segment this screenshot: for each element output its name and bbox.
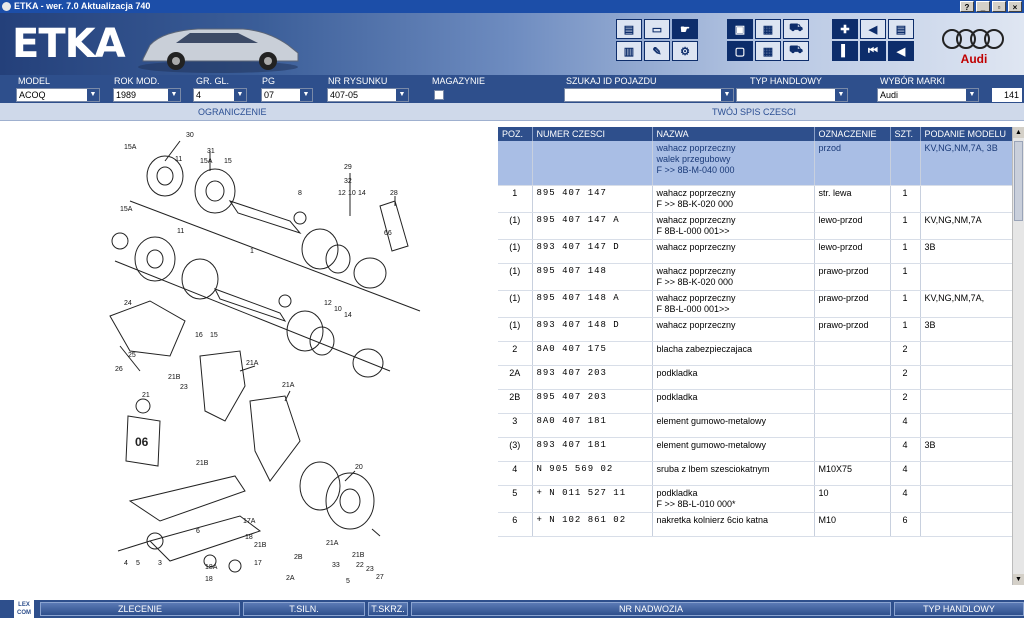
label-model: MODEL: [18, 76, 51, 86]
cell-oznaczenie: [814, 341, 890, 365]
cell-oznaczenie: M10X75: [814, 461, 890, 485]
cell-part-number: 8A0 407 175: [532, 341, 652, 365]
name-line: wahacz poprzeczny: [656, 265, 736, 276]
callout-11[interactable]: 11: [175, 156, 183, 163]
cell-oznaczenie: [814, 413, 890, 437]
cell-poz: 5: [498, 485, 532, 512]
callout-6[interactable]: 6: [196, 528, 200, 535]
callout-14[interactable]: 14: [358, 190, 366, 197]
scroll-thumb[interactable]: [1014, 141, 1023, 221]
page-back-icon[interactable]: ◀: [860, 19, 886, 39]
table-row[interactable]: [498, 290, 1012, 317]
callout-28[interactable]: 28: [390, 190, 398, 197]
cell-name: [652, 485, 814, 512]
col-model[interactable]: PODANIE MODELU: [920, 127, 1012, 141]
cell-szt: 2: [890, 341, 920, 365]
cell-part-number: 893 407 147 D: [532, 239, 652, 263]
table-row[interactable]: [498, 485, 1012, 512]
name-line: F >> 8B-M-040 000: [656, 165, 735, 175]
name-line: F >> 8B-L-010 000*: [656, 498, 736, 509]
result-count: 141: [992, 88, 1022, 102]
cell-szt: 4: [890, 413, 920, 437]
rys-select[interactable]: [327, 88, 409, 102]
chevron-down-icon[interactable]: ▼: [300, 89, 312, 101]
callout-14-2[interactable]: 14: [344, 312, 352, 319]
cell-oznaczenie: prawo-przod: [814, 317, 890, 341]
cell-part-number: 893 407 181: [532, 437, 652, 461]
audi-wordmark: Audi: [960, 52, 988, 66]
callout-15a-3[interactable]: 15A: [120, 206, 133, 213]
name-line: wahacz poprzeczny: [656, 214, 736, 225]
callout-24[interactable]: 24: [124, 300, 132, 307]
cell-model: [920, 413, 1012, 437]
cell-szt: [890, 141, 920, 185]
model-select[interactable]: [16, 88, 100, 102]
name-line: wahacz poprzeczny: [656, 292, 736, 303]
cell-oznaczenie: prawo-przod: [814, 263, 890, 290]
table-row[interactable]: [498, 365, 1012, 389]
cell-poz: (1): [498, 239, 532, 263]
callout-21b-3[interactable]: 21B: [254, 542, 267, 549]
callout-27[interactable]: 27: [376, 574, 384, 581]
cell-szt: 1: [890, 239, 920, 263]
callout-1[interactable]: 1: [250, 248, 254, 255]
label-marka: WYBÓR MARKI: [880, 76, 946, 86]
callout-10-2[interactable]: 10: [334, 306, 342, 313]
pencil-icon[interactable]: ✎: [644, 41, 670, 61]
callout-17[interactable]: 17: [254, 560, 262, 567]
restore-button[interactable]: ▫: [992, 1, 1006, 12]
cell-oznaczenie: lewo-przod: [814, 239, 890, 263]
cell-name: [652, 263, 814, 290]
label-rok: ROK MOD.: [114, 76, 160, 86]
callout-12-2[interactable]: 12: [324, 300, 332, 307]
cell-part-number: 8A0 407 181: [532, 413, 652, 437]
zlecenie-button[interactable]: ZLECENIE: [40, 602, 240, 616]
pointer-icon[interactable]: ☛: [672, 19, 698, 39]
chevron-down-icon[interactable]: ▼: [966, 89, 978, 101]
cell-name: [652, 317, 814, 341]
callout-21b[interactable]: 21B: [168, 374, 181, 381]
name-line: F 8B-L-000 001>>: [656, 225, 730, 236]
pin-icon[interactable]: ✚: [832, 19, 858, 39]
cell-oznaczenie: M10: [814, 512, 890, 536]
label-rys: NR RYSUNKU: [328, 76, 388, 86]
etka-logo: ETKA: [12, 21, 125, 67]
callout-32[interactable]: 32: [344, 178, 352, 185]
callout-23[interactable]: 23: [180, 384, 188, 391]
cell-model: KV,NG,NM,7A,: [920, 290, 1012, 317]
col-oznaczenie[interactable]: OZNACZENIE: [814, 127, 890, 141]
callout-31[interactable]: 31: [207, 148, 215, 155]
table-row[interactable]: [498, 239, 1012, 263]
callout-21a[interactable]: 21A: [246, 360, 259, 367]
parts-table-container: [498, 127, 1012, 585]
cell-poz: 4: [498, 461, 532, 485]
minimize-button[interactable]: _: [976, 1, 990, 12]
cell-oznaczenie: [814, 437, 890, 461]
name-line: element gumowo-metalowy: [656, 439, 767, 450]
col-szt[interactable]: SZT.: [890, 127, 920, 141]
chevron-down-icon[interactable]: ▼: [396, 89, 408, 101]
basket-icon[interactable]: ⛟: [783, 41, 809, 61]
table-row[interactable]: [498, 512, 1012, 536]
callout-25[interactable]: 25: [128, 352, 136, 359]
cell-oznaczenie: prawo-przod: [814, 290, 890, 317]
pg-select[interactable]: [261, 88, 313, 102]
cell-model: 3B: [920, 317, 1012, 341]
cell-model: [920, 263, 1012, 290]
table-row[interactable]: [498, 263, 1012, 290]
cell-poz: (1): [498, 212, 532, 239]
monitor-icon[interactable]: ▢: [727, 41, 753, 61]
tag-06-graphic: 06: [135, 435, 149, 449]
cell-model: [920, 341, 1012, 365]
gr-select[interactable]: [193, 88, 247, 102]
cell-name: [652, 365, 814, 389]
cart-icon[interactable]: ⛟: [783, 19, 809, 39]
callout-20[interactable]: 20: [355, 464, 363, 471]
cell-szt: 2: [890, 389, 920, 413]
marka-select[interactable]: [877, 88, 979, 102]
cell-oznaczenie: [814, 389, 890, 413]
chevron-down-icon[interactable]: ▼: [168, 89, 180, 101]
cell-oznaczenie: str. lewa: [814, 185, 890, 212]
name-line: blacha zabezpieczajaca: [656, 343, 753, 354]
cell-szt: 6: [890, 512, 920, 536]
first-icon[interactable]: ⏮: [860, 41, 886, 61]
label-mag: MAGAZYNIE: [432, 76, 486, 86]
chevron-down-icon[interactable]: ▼: [234, 89, 246, 101]
cell-oznaczenie: [814, 365, 890, 389]
table-scrollbar[interactable]: [1012, 127, 1024, 585]
label-szukaj: SZUKAJ ID POJAZDU: [566, 76, 657, 86]
exploded-parts-drawing[interactable]: [0, 121, 496, 595]
label-pg: PG: [262, 76, 276, 86]
cell-model: [920, 389, 1012, 413]
table-row[interactable]: [498, 185, 1012, 212]
t-siln-button[interactable]: T.SILN.: [243, 602, 365, 616]
cell-model: [920, 512, 1012, 536]
pg-value: 07: [264, 90, 275, 100]
callout-2a[interactable]: 2A: [286, 575, 295, 582]
callout-21a-3[interactable]: 21A: [326, 540, 339, 547]
cell-oznaczenie: lewo-przod: [814, 212, 890, 239]
audi-logo: [940, 25, 1008, 67]
cell-poz: 1: [498, 185, 532, 212]
print-icon[interactable]: ▤: [616, 19, 642, 39]
computer-icon[interactable]: ▣: [727, 19, 753, 39]
cell-szt: 4: [890, 461, 920, 485]
callout-26[interactable]: 26: [115, 366, 123, 373]
cell-poz: [498, 141, 532, 185]
col-poz[interactable]: POZ.: [498, 127, 532, 141]
cell-poz: 2B: [498, 389, 532, 413]
szukaj-select[interactable]: [564, 88, 734, 102]
table-row[interactable]: [498, 317, 1012, 341]
callout-66[interactable]: 66: [384, 230, 392, 237]
name-line: podkladka: [656, 487, 698, 498]
ograniczenie-link[interactable]: OGRANICZENIE: [198, 107, 267, 117]
cell-poz: 2A: [498, 365, 532, 389]
cell-name: [652, 512, 814, 536]
callout-29[interactable]: 29: [344, 164, 352, 171]
name-line: podkladka: [656, 391, 698, 402]
cell-model: KV,NG,NM,7A: [920, 212, 1012, 239]
callout-17a[interactable]: 17A: [243, 518, 256, 525]
callout-21a-2[interactable]: 21A: [282, 382, 295, 389]
typ-handlowy-button[interactable]: TYP HANDLOWY: [894, 602, 1024, 616]
exit-icon[interactable]: ▌: [832, 41, 858, 61]
scroll-up-icon[interactable]: ▲: [1013, 127, 1024, 138]
callout-15a[interactable]: 15A: [124, 144, 137, 151]
lexcom-logo: LEX COM: [14, 600, 34, 618]
chevron-down-icon[interactable]: ▼: [87, 89, 99, 101]
table-row[interactable]: [498, 341, 1012, 365]
callout-22[interactable]: 22: [356, 562, 364, 569]
car-image: [128, 15, 308, 75]
nr-nadwozia-button[interactable]: NR NADWOZIA: [411, 602, 891, 616]
callout-23-2[interactable]: 23: [366, 566, 374, 573]
rok-value: 1989: [116, 90, 137, 100]
cell-name: [652, 212, 814, 239]
book-icon[interactable]: ▭: [644, 19, 670, 39]
close-button[interactable]: ×: [1008, 1, 1022, 12]
cell-poz: 2: [498, 341, 532, 365]
cell-part-number: + N 102 861 02: [532, 512, 652, 536]
cell-model: KV,NG,NM,7A, 3B: [920, 141, 1012, 185]
page-icon[interactable]: ▤: [888, 19, 914, 39]
cell-szt: 1: [890, 263, 920, 290]
selector-labels: [0, 75, 1024, 87]
label-gr: GR. GL.: [196, 76, 230, 86]
cell-poz: 6: [498, 512, 532, 536]
cell-model: [920, 365, 1012, 389]
cell-part-number: N 905 569 02: [532, 461, 652, 485]
title-bar: [0, 0, 1024, 13]
callout-5-2[interactable]: 5: [346, 578, 350, 585]
label-typ: TYP HANDLOWY: [750, 76, 822, 86]
marka-value: Audi: [880, 90, 899, 100]
spis-czesci-link[interactable]: TWÓJ SPIS CZESCI: [712, 107, 797, 117]
cell-szt: 1: [890, 290, 920, 317]
callout-16[interactable]: 16: [195, 332, 203, 339]
name-line: wahacz poprzeczny: [656, 241, 736, 252]
cell-part-number: 895 407 147: [532, 185, 652, 212]
table-row[interactable]: [498, 389, 1012, 413]
callout-21b-4[interactable]: 21B: [352, 552, 365, 559]
callout-11-2[interactable]: 11: [177, 228, 185, 235]
callout-15[interactable]: 15: [224, 158, 232, 165]
cell-poz: (1): [498, 263, 532, 290]
cell-szt: 1: [890, 317, 920, 341]
cell-part-number: 895 407 148 A: [532, 290, 652, 317]
cell-part-number: [532, 141, 652, 185]
cell-poz: (1): [498, 317, 532, 341]
help-button[interactable]: ?: [960, 1, 974, 12]
t-skrz-button[interactable]: T.SKRZ.: [368, 602, 408, 616]
col-nazwa[interactable]: NAZWA: [652, 127, 814, 141]
table-header-row: [498, 127, 1012, 141]
cell-poz: 3: [498, 413, 532, 437]
cell-oznaczenie: 10: [814, 485, 890, 512]
cell-szt: 1: [890, 212, 920, 239]
cell-oznaczenie: przod: [814, 141, 890, 185]
cell-model: [920, 485, 1012, 512]
toolbar-group-1: [616, 19, 698, 61]
name-line: podkladka: [656, 367, 698, 378]
callout-21b-2[interactable]: 21B: [196, 460, 209, 467]
cell-model: 3B: [920, 239, 1012, 263]
chevron-down-icon[interactable]: ▼: [721, 89, 733, 101]
name-line: F 8B-L-000 001>>: [656, 303, 730, 314]
toolbar-group-2: [727, 19, 809, 61]
name-line: sruba z lbem szesciokatnym: [656, 463, 770, 474]
callout-8[interactable]: 8: [298, 190, 302, 197]
cell-name: [652, 141, 814, 185]
cell-name: [652, 341, 814, 365]
cell-name: [652, 461, 814, 485]
table-row[interactable]: [498, 413, 1012, 437]
magazynie-checkbox[interactable]: [434, 90, 444, 100]
name-line: wahacz poprzeczny: [656, 187, 736, 198]
callout-21[interactable]: 21: [142, 392, 150, 399]
bottom-bar: [0, 600, 1024, 618]
cell-szt: 2: [890, 365, 920, 389]
callout-12[interactable]: 12: [338, 190, 346, 197]
table-row-selected[interactable]: [498, 141, 1012, 185]
cell-model: [920, 461, 1012, 485]
cell-name: [652, 185, 814, 212]
cell-name: [652, 389, 814, 413]
cell-part-number: 895 407 147 A: [532, 212, 652, 239]
parts-table: [498, 127, 1012, 537]
cell-szt: 4: [890, 485, 920, 512]
name-line: F >> 8B-K-020 000: [656, 276, 734, 287]
table-row[interactable]: [498, 461, 1012, 485]
table-row[interactable]: [498, 437, 1012, 461]
callout-18-2[interactable]: 18: [205, 576, 213, 583]
elsa-icon[interactable]: ▦: [755, 19, 781, 39]
rok-select[interactable]: [113, 88, 181, 102]
name-line: walek przegubowy: [656, 154, 731, 164]
rys-value: 407-05: [330, 90, 359, 100]
table-row[interactable]: [498, 212, 1012, 239]
cell-model: 3B: [920, 437, 1012, 461]
callout-33[interactable]: 33: [332, 562, 340, 569]
callout-15-2[interactable]: 15: [210, 332, 218, 339]
dupot-icon[interactable]: ▦: [755, 41, 781, 61]
cell-szt: 1: [890, 185, 920, 212]
chevron-down-icon[interactable]: ▼: [835, 89, 847, 101]
name-line: element gumowo-metalowy: [656, 415, 767, 426]
typ-select[interactable]: [736, 88, 848, 102]
gr-value: 4: [196, 90, 202, 100]
prev-icon[interactable]: ◀: [888, 41, 914, 61]
app-icon: [2, 2, 11, 11]
callout-18a[interactable]: 18A: [205, 564, 218, 571]
cell-model: [920, 185, 1012, 212]
col-numer[interactable]: NUMER CZESCI: [532, 127, 652, 141]
cell-part-number: 895 407 148: [532, 263, 652, 290]
selector-row: [0, 87, 1024, 103]
sub-header: [0, 103, 1024, 121]
toolbar-group-3: [832, 19, 914, 61]
cell-name: [652, 413, 814, 437]
callout-30[interactable]: 30: [186, 132, 194, 139]
cell-part-number: + N 011 527 11: [532, 485, 652, 512]
name-line: wahacz poprzeczny: [656, 319, 736, 330]
cell-part-number: 895 407 203: [532, 389, 652, 413]
name-line: wahacz poprzeczny: [656, 143, 736, 153]
callout-15a-2[interactable]: 15A: [200, 158, 213, 165]
model-value: ACOQ: [19, 90, 46, 100]
header-band: [0, 13, 1024, 75]
cell-name: [652, 290, 814, 317]
callout-3[interactable]: 3: [158, 560, 162, 567]
name-line: F >> 8B-K-020 000: [656, 198, 734, 209]
cell-szt: 4: [890, 437, 920, 461]
callout-10[interactable]: 10: [348, 190, 356, 197]
callout-4[interactable]: 4: [124, 560, 128, 567]
name-line: nakretka kolnierz 6cio katna: [656, 514, 769, 525]
cell-name: [652, 239, 814, 263]
cell-part-number: 893 407 203: [532, 365, 652, 389]
cell-poz: (1): [498, 290, 532, 317]
callout-5[interactable]: 5: [136, 560, 140, 567]
cell-poz: (3): [498, 437, 532, 461]
tools-icon[interactable]: ⚙: [672, 41, 698, 61]
callout-2b[interactable]: 2B: [294, 554, 303, 561]
cell-part-number: 893 407 148 D: [532, 317, 652, 341]
cell-name: [652, 437, 814, 461]
callout-18[interactable]: 18: [245, 534, 253, 541]
scroll-down-icon[interactable]: ▼: [1013, 574, 1024, 585]
printer-icon[interactable]: ▥: [616, 41, 642, 61]
window-title: ETKA - wer. 7.0 Aktualizacja 740: [14, 1, 151, 11]
